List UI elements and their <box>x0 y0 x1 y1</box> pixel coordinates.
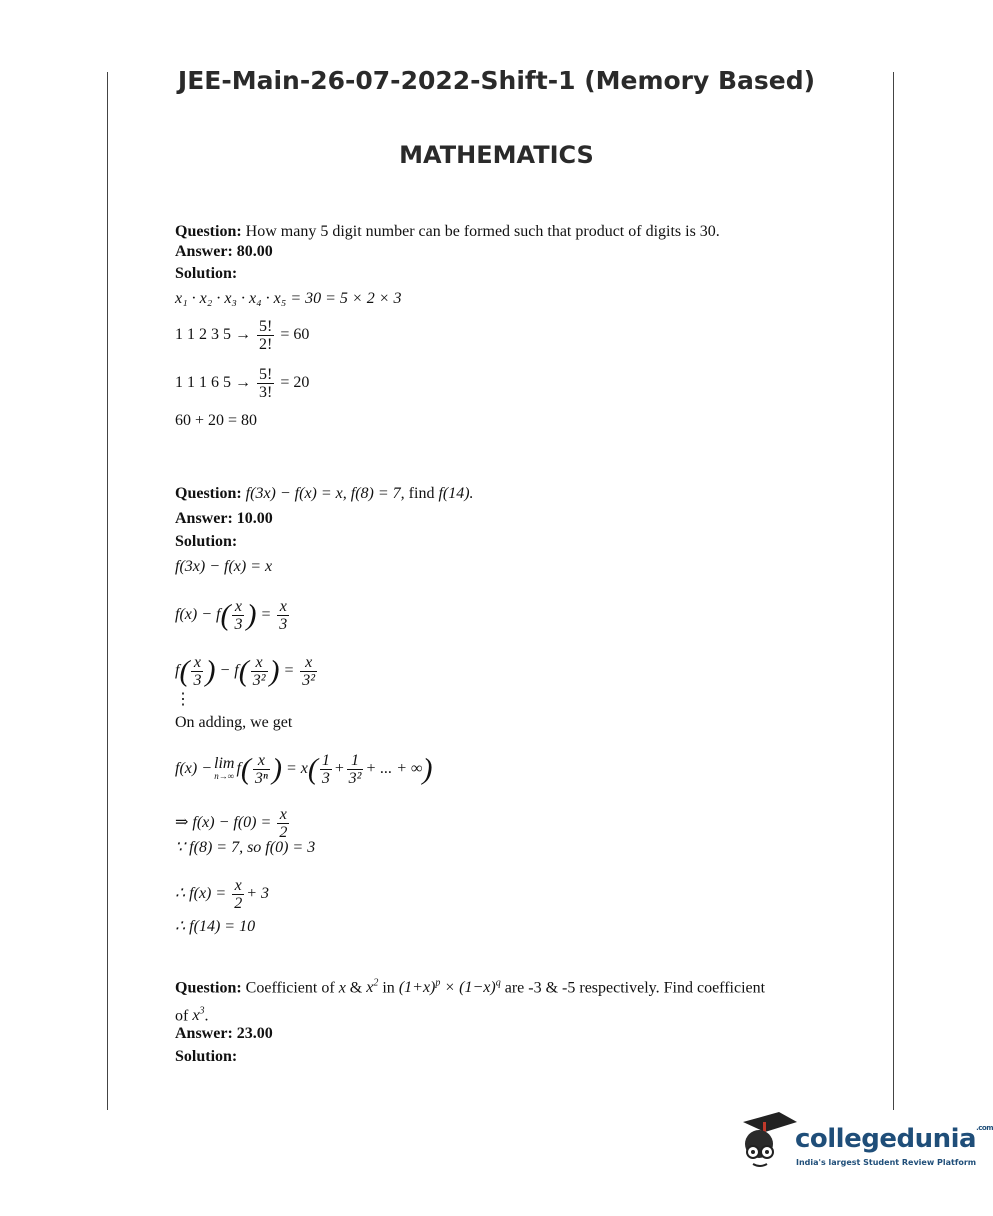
q2-solution-label: Solution: <box>175 533 238 550</box>
q1-answer-line <box>175 242 273 262</box>
q1-step-1: x₁ · x₂ · x₃ · x₄ · x₅ = 30 = 5 × 2 × 3 <box>175 290 402 307</box>
q1-step-3 <box>175 366 309 401</box>
question-label: Question: <box>175 979 242 997</box>
left-margin-rule <box>107 72 108 1110</box>
question-label: Question: <box>175 485 242 502</box>
q2-on-adding: On adding, we get <box>175 714 293 731</box>
q1-question-text: How many 5 digit number can be formed such that product of digits is 30. <box>245 223 720 240</box>
subject-title: MATHEMATICS <box>399 141 594 169</box>
exam-title: JEE-Main-26-07-2022-Shift-1 (Memory Based) <box>177 66 816 95</box>
q1-step-3-fraction: $\frac{5!}{3!}$ <box>259 366 273 401</box>
q2-step-5: ⇒ f(x) − f(0) = $\frac{x}{2}$ <box>175 806 288 841</box>
q2-question-line <box>175 484 474 504</box>
q2-answer-line <box>175 509 273 529</box>
q2-step-7: ∴ f(x) = $\frac{x}{2}$ + 3 <box>175 877 269 912</box>
answer-label: Answer: <box>175 1025 233 1042</box>
q1-step-4: 60 + 20 = 80 <box>175 412 258 429</box>
q3-question-cont: of $x^3$. <box>175 1006 209 1025</box>
collegedunia-tagline: India's largest Student Review Platform <box>796 1158 977 1167</box>
q1-step-2-result: = 60 <box>280 326 310 344</box>
q2-step-2: f(x) − f( $\frac{x}{3}$ ) = $\frac{x}{3}$ <box>175 598 288 633</box>
q2-question-find: find <box>408 485 435 502</box>
q2-step-1: f(3x) − f(x) = x <box>175 558 273 575</box>
q2-step-3: f( $\frac{x}{3}$ ) − f( $\frac{x}{\text{3²}}$ ) = $\frac{x}{\text{3²}}$ <box>175 654 316 689</box>
q1-step-3-result: = 20 <box>280 374 310 392</box>
q2-step-4: f(x) − lim n→∞ f( $\frac{x}{\text{3ⁿ}}$ ) = x( $\frac{1}{3}$ + $\frac{1}{\text{3²}}$ + ... + ∞) <box>175 752 433 787</box>
q1-step-3-digits: 1 1 1 6 5 → <box>175 374 251 392</box>
q3-solution-label: Solution: <box>175 1048 238 1065</box>
q1-step-2-digits: 1 1 2 3 5 → <box>175 326 251 344</box>
q3-question-line: Question: Coefficient of x & $x^2$ in $(1+x)^p \times (1-x)^q$ are -3 & -5 respectively. Find coefficient <box>175 978 766 997</box>
q1-step-2 <box>175 318 309 353</box>
q2-question-target: f(14). <box>438 485 474 502</box>
limit-operator: lim n→∞ <box>214 754 235 781</box>
q2-step-8: ∴ f(14) = 10 <box>175 918 256 935</box>
q3-answer-line <box>175 1024 273 1044</box>
answer-label: Answer: <box>175 510 233 527</box>
q1-question-line <box>175 222 720 242</box>
question-label: Question: <box>175 223 242 240</box>
q3-answer-value: 23.00 <box>236 1025 273 1042</box>
right-margin-rule <box>893 72 894 1110</box>
q2-answer-value: 10.00 <box>236 510 273 527</box>
q1-solution-label: Solution: <box>175 265 238 282</box>
collegedunia-logo-text: collegedunia$^{.com}$ <box>795 1124 993 1154</box>
q2-vertical-dots: ⋮ <box>175 691 191 708</box>
answer-label: Answer: <box>175 243 233 260</box>
q2-question-equation: f(3x) − f(x) = x, f(8) = 7, <box>245 485 405 502</box>
q1-answer-value: 80.00 <box>236 243 273 260</box>
q2-step-6: ∵ f(8) = 7, so f(0) = 3 <box>175 839 316 856</box>
q1-step-2-fraction: $\frac{5!}{2!}$ <box>259 318 273 353</box>
